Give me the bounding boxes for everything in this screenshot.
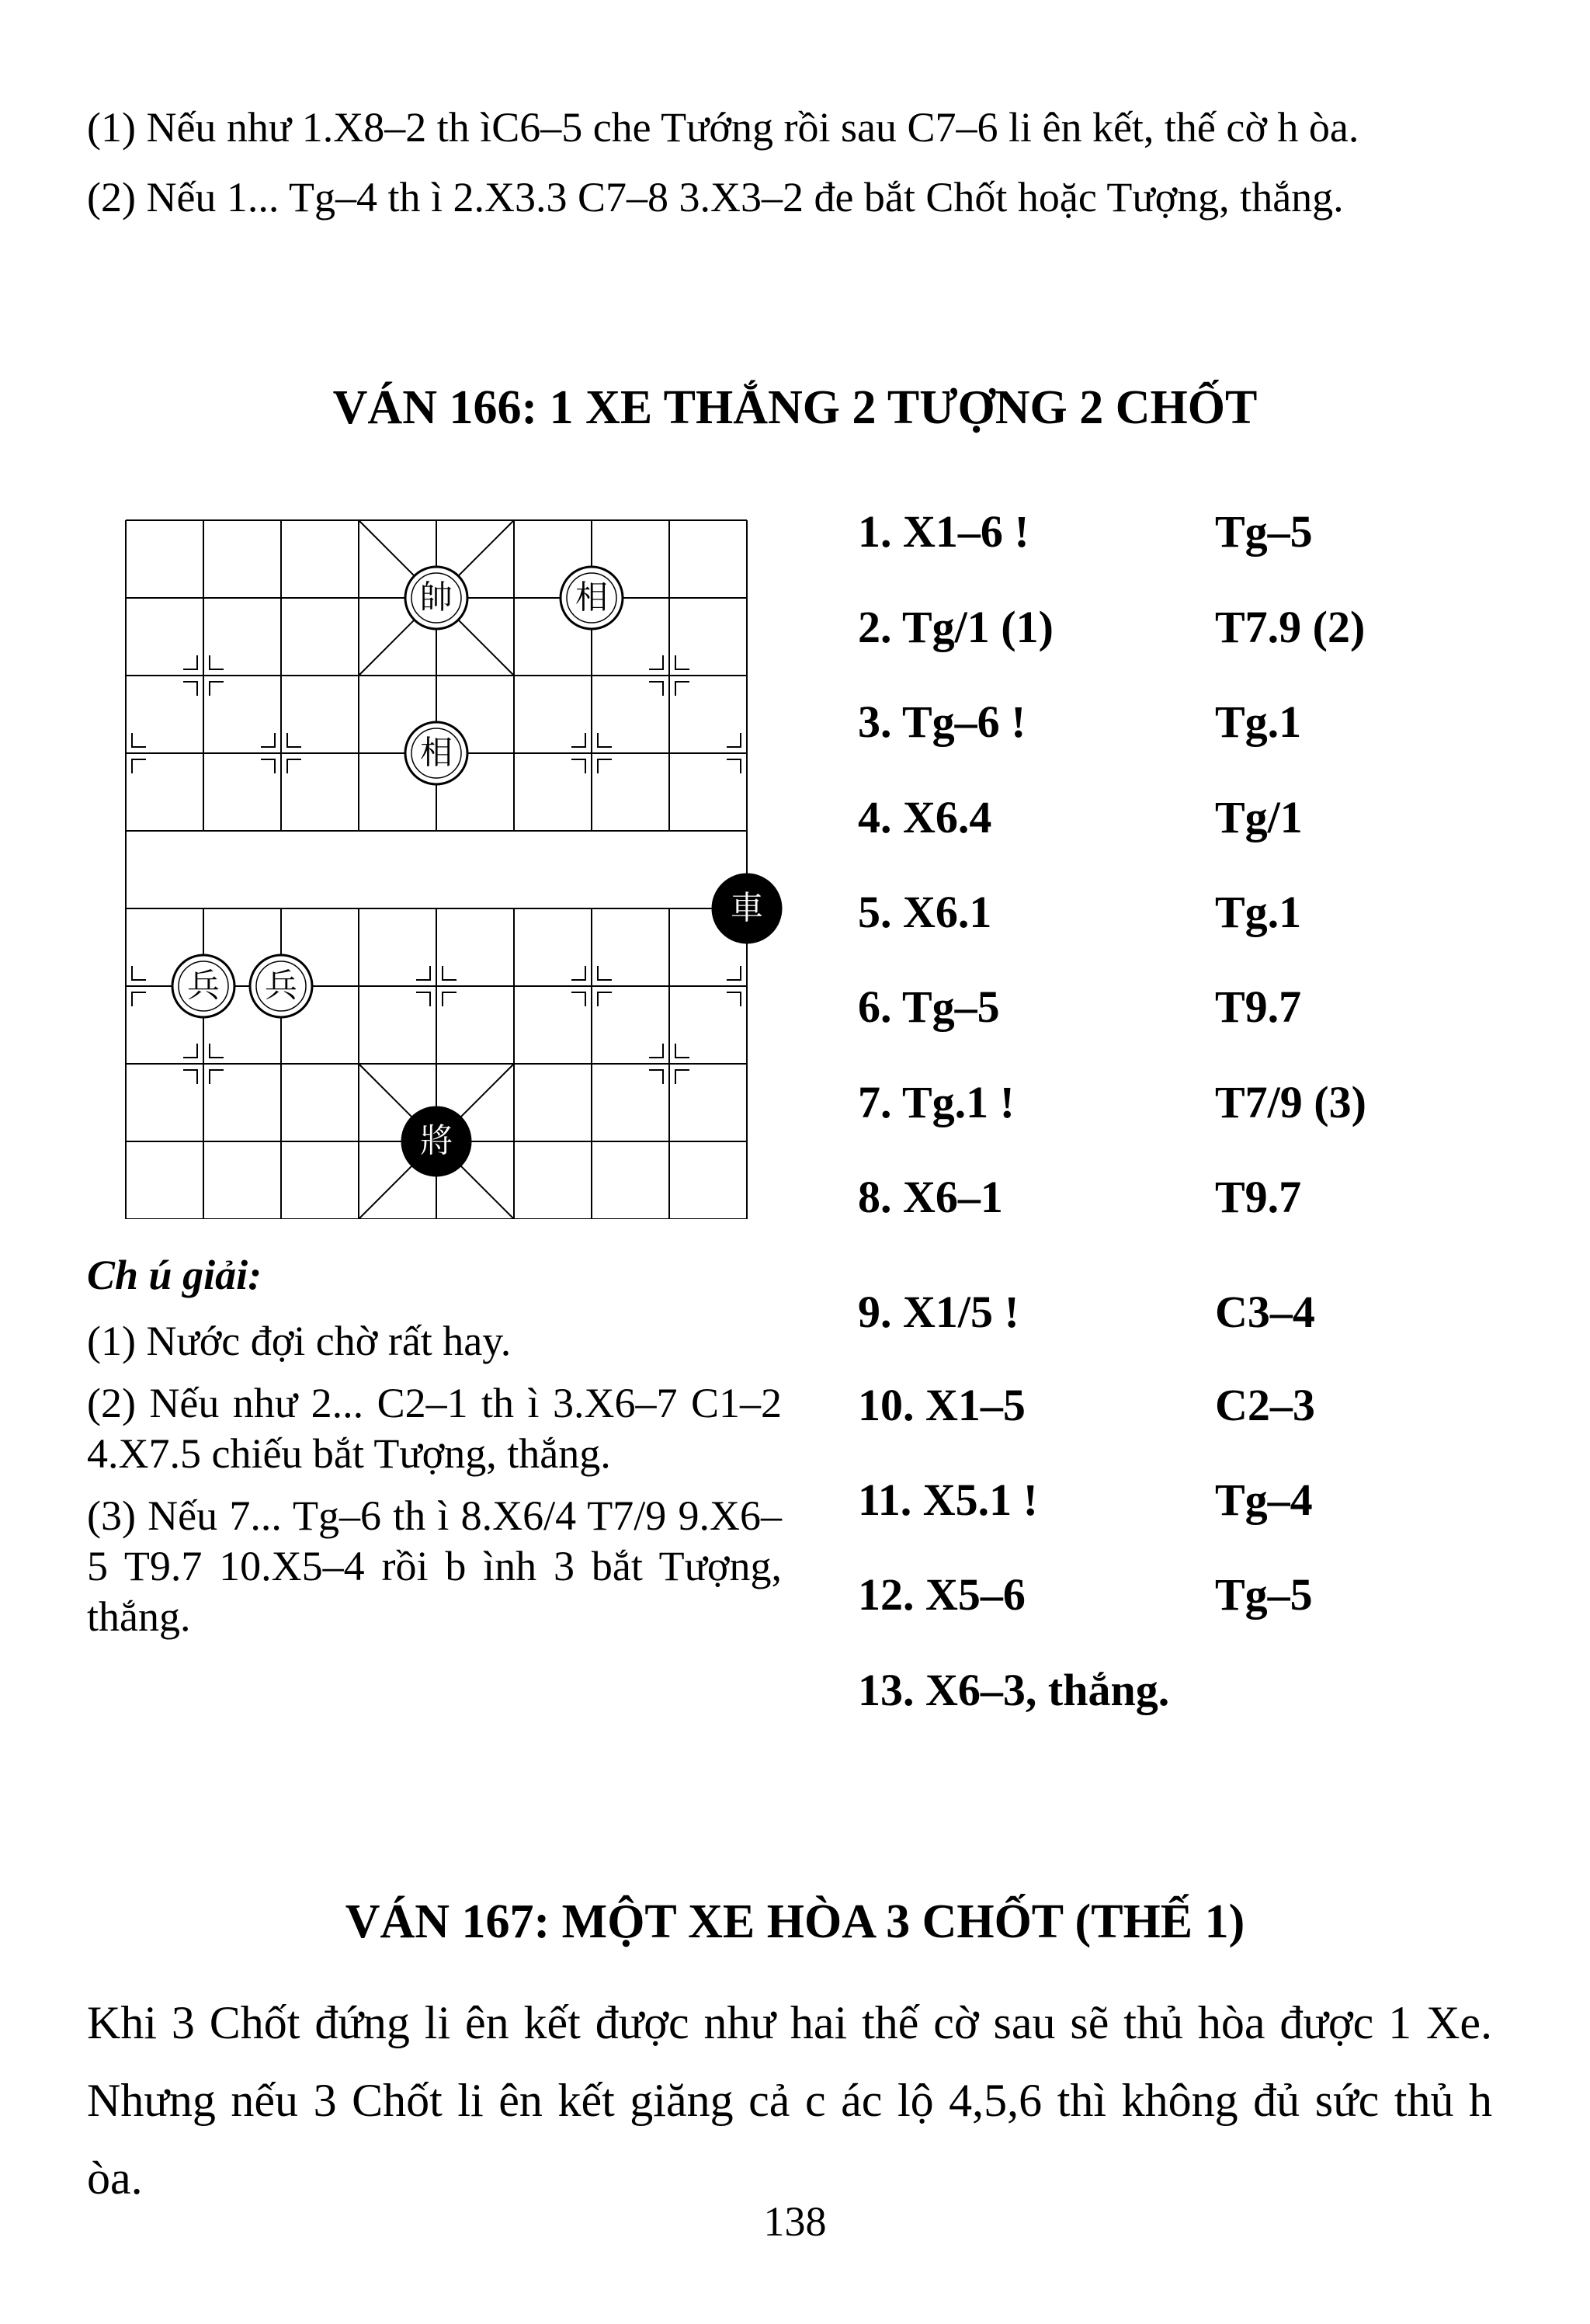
move-white: 13. X6–3, thắng. — [858, 1665, 1170, 1715]
position-mark — [571, 733, 585, 747]
move-white: 1. X1–6 ! — [858, 506, 1029, 557]
position-mark — [132, 992, 146, 1006]
position-mark — [210, 682, 224, 696]
red-general-piece — [405, 567, 467, 629]
annotation-1: (1) Nước đợi chờ rất hay. — [87, 1318, 512, 1364]
position-mark — [210, 1070, 224, 1084]
position-mark — [727, 759, 741, 773]
position-mark — [598, 733, 612, 747]
position-mark — [416, 992, 430, 1006]
position-mark — [183, 655, 197, 669]
annotations-heading: Ch ú giải: — [87, 1252, 262, 1298]
move-black: C3–4 — [1215, 1287, 1315, 1337]
piece-label: 兵 — [186, 966, 220, 1005]
position-mark — [261, 759, 275, 773]
position-mark — [675, 655, 689, 669]
position-mark — [287, 759, 301, 773]
red-elephant-piece — [405, 722, 467, 784]
position-mark — [287, 733, 301, 747]
position-mark — [598, 966, 612, 980]
position-mark — [649, 1044, 663, 1058]
position-mark — [132, 966, 146, 980]
annotation-3: (3) Nếu 7... Tg–6 th ì 8.X6/4 T7/9 9.X6–5 T9.7 10.X5–4 rồi b ình 3 bắt Tượng, thắng. — [87, 1492, 782, 1640]
move-white: 9. X1/5 ! — [858, 1287, 1019, 1337]
position-mark — [183, 1044, 197, 1058]
black-general-piece — [402, 1107, 470, 1176]
move-black: Tg–4 — [1215, 1475, 1313, 1525]
position-mark — [183, 682, 197, 696]
position-mark — [443, 966, 457, 980]
move-black: Tg.1 — [1215, 697, 1302, 747]
piece-label: 車 — [730, 888, 764, 927]
move-white: 4. X6.4 — [858, 792, 992, 842]
position-mark — [261, 733, 275, 747]
position-mark — [675, 682, 689, 696]
position-mark — [210, 655, 224, 669]
game-167-intro: Khi 3 Chốt đứng li ên kết được như hai thế cờ sau sẽ thủ hòa được 1 Xe. Nhưng nếu 3 Chốt li ên kết giăng cả c ác lộ 4,5,6 thì không đủ sức thủ h òa. — [87, 1997, 1492, 2204]
position-mark — [649, 1070, 663, 1084]
annotation-2: (2) Nếu như 2... C2–1 th ì 3.X6–7 C1–2 4.X7.5 chiếu bắt Tượng, thắng. — [87, 1380, 782, 1477]
move-black: T7.9 (2) — [1215, 602, 1366, 652]
move-black: T7/9 (3) — [1215, 1077, 1366, 1127]
piece-label: 帥 — [419, 578, 453, 617]
position-mark — [571, 759, 585, 773]
move-black: Tg–5 — [1215, 1569, 1313, 1620]
move-white: 7. Tg.1 ! — [858, 1077, 1015, 1127]
move-black: T9.7 — [1215, 1172, 1302, 1222]
move-black: Tg–5 — [1215, 506, 1313, 557]
red-soldier-piece — [172, 955, 234, 1017]
position-mark — [675, 1070, 689, 1084]
position-mark — [727, 966, 741, 980]
annotations — [87, 1250, 782, 1654]
move-black: T9.7 — [1215, 981, 1302, 1032]
position-mark — [675, 1044, 689, 1058]
game-166-title: VÁN 166: 1 XE THẮNG 2 TƯỢNG 2 CHỐT — [332, 381, 1258, 434]
move-white: 5. X6.1 — [858, 887, 992, 937]
xiangqi-board-svg — [116, 481, 800, 1219]
position-mark — [598, 992, 612, 1006]
piece-label: 相 — [419, 733, 453, 772]
position-mark — [598, 759, 612, 773]
position-mark — [132, 733, 146, 747]
red-elephant-piece — [561, 567, 623, 629]
note-line-1: (1) Nếu như 1.X8–2 th ìC6–5 che Tướng rồi sau C7–6 li ên kết, thế cờ h òa. — [87, 104, 1359, 151]
move-black: Tg/1 — [1215, 792, 1303, 842]
position-mark — [210, 1044, 224, 1058]
position-mark — [649, 682, 663, 696]
move-white: 6. Tg–5 — [858, 981, 1000, 1032]
position-mark — [727, 992, 741, 1006]
note-line-2: (2) Nếu 1... Tg–4 th ì 2.X3.3 C7–8 3.X3–2 đe bắt Chốt hoặc Tượng, thắng. — [87, 174, 1344, 221]
piece-label: 將 — [419, 1121, 453, 1160]
position-mark — [571, 966, 585, 980]
position-mark — [132, 759, 146, 773]
position-mark — [183, 1070, 197, 1084]
red-soldier-piece — [250, 955, 312, 1017]
position-mark — [649, 655, 663, 669]
xiangqi-board — [116, 481, 800, 1219]
move-white: 11. X5.1 ! — [858, 1475, 1038, 1525]
move-black: C2–3 — [1215, 1380, 1315, 1430]
position-mark — [443, 992, 457, 1006]
piece-label: 相 — [575, 578, 609, 617]
move-black: Tg.1 — [1215, 887, 1302, 937]
position-mark — [416, 966, 430, 980]
move-white: 10. X1–5 — [858, 1380, 1026, 1430]
piece-label: 兵 — [264, 966, 298, 1005]
position-mark — [571, 992, 585, 1006]
position-mark — [727, 733, 741, 747]
move-white: 2. Tg/1 (1) — [858, 602, 1054, 652]
move-white: 12. X5–6 — [858, 1569, 1026, 1620]
move-white: 3. Tg–6 ! — [858, 697, 1026, 747]
game-167-title: VÁN 167: MỘT XE HÒA 3 CHỐT (THẾ 1) — [345, 1895, 1245, 1948]
page-number: 138 — [763, 2198, 827, 2245]
move-white: 8. X6–1 — [858, 1172, 1003, 1222]
black-chariot-piece — [713, 874, 781, 943]
